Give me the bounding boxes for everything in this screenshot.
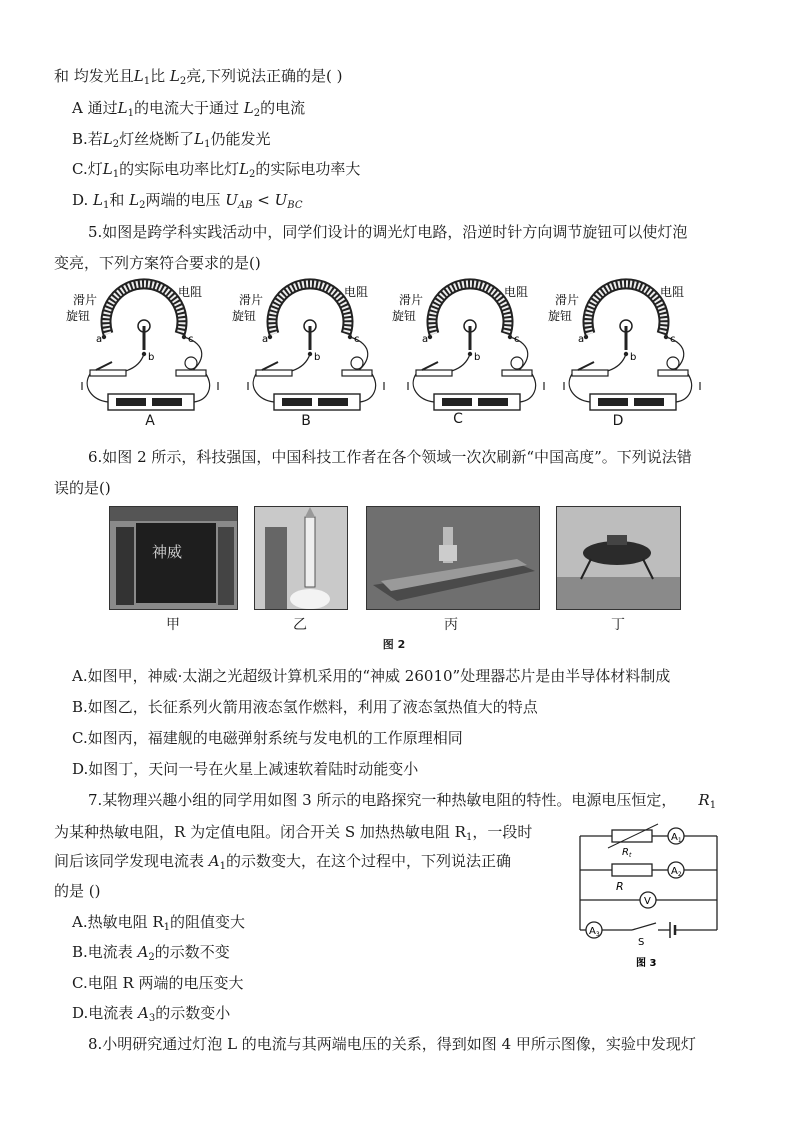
photo-aircraft-carrier [366, 506, 540, 610]
circuit-option-a [66, 284, 218, 410]
svg-text:b: b [474, 352, 481, 363]
svg-text:A1: $A_1$ [671, 832, 682, 844]
svg-text:V: V [644, 896, 651, 907]
svg-text:R: R [616, 880, 624, 893]
svg-text:a: a [262, 334, 269, 345]
svg-text:电阻: 电阻 [660, 285, 685, 299]
q6-stem-line2: 误的是() [54, 479, 111, 497]
q6-option-b: B.如图乙，长征系列火箭用液态氢作燃料，利用了液态氢热值大的特点 [72, 698, 538, 716]
switch-s [632, 923, 656, 930]
svg-text:c: c [354, 334, 360, 345]
photo-mars-lander [556, 506, 681, 610]
svg-text:b: b [630, 352, 637, 363]
q7-option-b: B.电流表 $A_2$的示数不变 [72, 943, 230, 963]
figure3-circuit [572, 822, 732, 972]
photo-caption-ding: 丁 [611, 617, 625, 633]
svg-text:b: b [148, 352, 155, 363]
photo-caption-yi: 乙 [293, 617, 307, 633]
q4-option-b: B.若$L_2$灯丝烧断了$L_1$仍能发光 [72, 130, 271, 150]
svg-text:a: a [96, 334, 103, 345]
svg-text:神威: 神威 [152, 543, 183, 561]
svg-text:电阻: 电阻 [178, 285, 203, 299]
photo-supercomputer [109, 506, 238, 610]
circuit-label-a: A [145, 413, 155, 429]
resistor-r [612, 864, 652, 876]
q7-stem-line1: 7.某物理兴趣小组的同学用如图 3 所示的电路探究一种热敏电阻的特性。电源电压恒定， $R_1$ [88, 791, 717, 811]
svg-text:A2: $A_2$ [671, 866, 682, 878]
q5-circuit-figures [0, 276, 793, 436]
svg-text:滑片: 滑片 [73, 293, 98, 307]
svg-text:b: b [314, 352, 321, 363]
q6-option-c: C.如图丙，福建舰的电磁弹射系统与发电机的工作原理相同 [72, 729, 463, 747]
circuit-label-c: C [453, 411, 463, 427]
q4-stem: 和 均发光且$L_1$比 $L_2$亮,下列说法正确的是( ) [54, 67, 343, 87]
q7-stem-line4: 的是 () [54, 882, 101, 900]
svg-text:A3: $A_3$ [589, 926, 600, 938]
circuit-label-b: B [301, 413, 311, 429]
q8-stem-line1: 8.小明研究通过灯泡 L 的电流与其两端电压的关系，得到如图 4 甲所示图像，实验中发现灯 [88, 1035, 696, 1053]
svg-text:c: c [514, 334, 520, 345]
svg-text:旋钮: 旋钮 [548, 309, 573, 323]
circuit-option-b [232, 284, 384, 410]
svg-text:滑片: 滑片 [399, 293, 424, 307]
svg-text:滑片: 滑片 [555, 293, 580, 307]
svg-text:S: S [638, 937, 645, 948]
figure2-label: 图 2 [382, 638, 406, 651]
circuit-label-d: D [612, 413, 624, 429]
q7-stem-line2: 为某种热敏电阻，R 为定值电阻。闭合开关 S 加热热敏电阻 $R_1$，一段时 [54, 823, 533, 843]
q7-option-d: D.电流表 $A_3$的示数变小 [72, 1004, 231, 1024]
photo-rocket [254, 506, 348, 610]
svg-text:a: a [578, 334, 585, 345]
svg-text:旋钮: 旋钮 [232, 309, 257, 323]
circuit-option-c [392, 284, 544, 410]
svg-text:c: c [670, 334, 676, 345]
q6-option-a: A.如图甲，神威·太湖之光超级计算机采用的“神威 26010”处理器芯片是由半导体材料制成 [72, 667, 671, 685]
q4-option-c: C.灯$L_1$的实际电功率比灯$L_2$的实际电功率大 [72, 160, 361, 180]
q7-option-a: A.热敏电阻 $R_1$的阻值变大 [72, 913, 246, 933]
circuit-option-d [548, 284, 700, 410]
svg-text:c: c [188, 334, 194, 345]
q4-option-a: A 通过$L_1$的电流大于通过 $L_2$的电流 [72, 99, 306, 119]
svg-text:旋钮: 旋钮 [66, 309, 91, 323]
svg-text:图 3: 图 3 [636, 958, 657, 969]
q7-option-c: C.电阻 R 两端的电压变大 [72, 974, 244, 992]
q4-option-d: D. $L_1$和 $L_2$两端的电压 $U_{AB} < U_{BC}$ [72, 191, 303, 211]
svg-text:Rt: $R_t$ [622, 847, 632, 859]
q6-option-d: D.如图丁，天问一号在火星上减速软着陆时动能变小 [72, 760, 419, 778]
q7-stem-line3: 间后该同学发现电流表 $A_1$的示数变大，在这个过程中，下列说法正确 [54, 852, 512, 872]
photo-caption-jia: 甲 [166, 617, 180, 633]
q5-stem-line2: 变亮，下列方案符合要求的是() [54, 254, 261, 272]
q6-stem-line1: 6.如图 2 所示，科技强国，中国科技工作者在各个领域一次次刷新“中国高度”。下列说法错 [88, 448, 692, 466]
svg-text:旋钮: 旋钮 [392, 309, 417, 323]
svg-text:电阻: 电阻 [344, 285, 369, 299]
svg-text:a: a [422, 334, 429, 345]
q5-stem-line1: 5.如图是跨学科实践活动中，同学们设计的调光灯电路，沿逆时针方向调节旋钮可以使灯泡 [88, 223, 688, 241]
svg-text:滑片: 滑片 [239, 293, 264, 307]
photo-caption-bing: 丙 [444, 617, 458, 633]
svg-text:电阻: 电阻 [504, 285, 529, 299]
